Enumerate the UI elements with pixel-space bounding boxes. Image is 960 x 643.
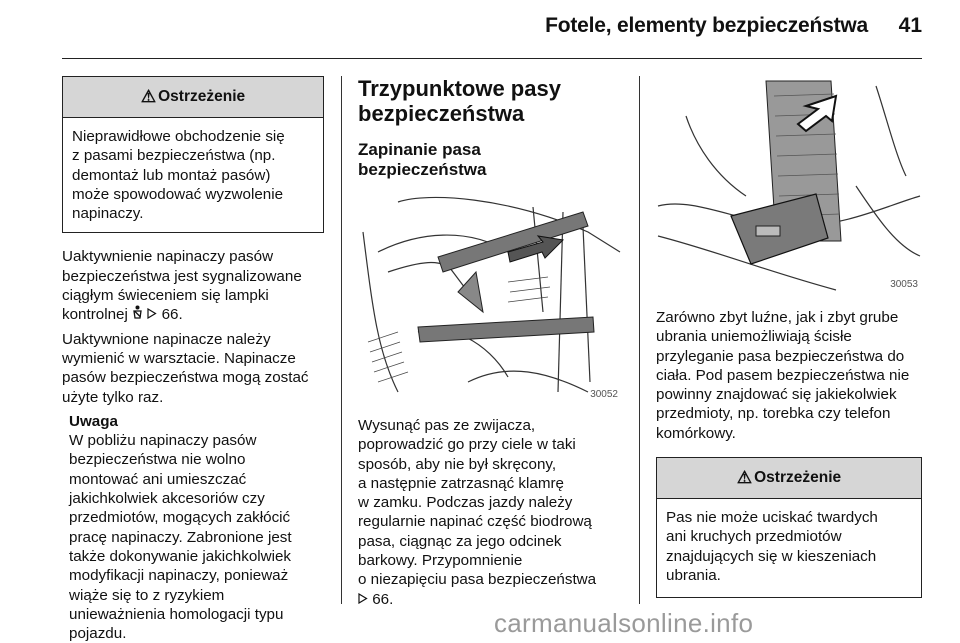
text-line: Wysunąć pas ze zwijacza, — [358, 417, 536, 434]
page-reference[interactable]: 66. — [372, 590, 394, 608]
text-line: modyfikacji napinaczy, ponieważ — [69, 567, 289, 585]
text-line: W pobliżu napinaczy pasów — [69, 432, 257, 450]
text-line: przedmioty, np. torebka czy telefon — [656, 405, 891, 423]
page-reference-arrow-icon — [147, 306, 161, 323]
text-line: pasów bezpieczeństwa mogą zostać — [62, 369, 309, 387]
text-line: poprowadzić go przy ciele w taki — [358, 436, 576, 454]
warning-triangle-icon: ⚠ — [140, 87, 157, 106]
text-line: powinny znajdować się jakiekolwiek — [656, 386, 897, 404]
text-line: a następnie zatrzasnąć klamrę — [358, 474, 564, 492]
text-line: komórkowy. — [656, 424, 736, 442]
text-line: Uaktywnione napinacze należy — [62, 330, 271, 348]
paragraph — [656, 308, 922, 443]
text-line: jakichkolwiek akcesoriów czy — [69, 490, 265, 508]
text-line: unieważnienia homologacji typu — [69, 605, 284, 623]
section-heading — [358, 76, 622, 126]
page-reference[interactable]: 66. — [161, 306, 183, 324]
text-line: Nieprawidłowe obchodzenie się — [72, 128, 285, 145]
text-line: ciągłym świeceniem się lampki — [62, 287, 269, 305]
text-line: ubrania. — [666, 566, 721, 584]
warning-title: Ostrzeżenie — [158, 88, 246, 105]
column-1 — [62, 76, 324, 643]
seatbelt-warning-lamp-icon — [132, 306, 147, 323]
subsection-heading — [358, 140, 622, 180]
text-line: przedmiotów, mogących zakłócić — [69, 509, 291, 527]
text-line: pojazdu. — [69, 625, 127, 643]
text-line: z pasami bezpieczeństwa (np. — [72, 147, 276, 165]
page-header-title: Fotele, elementy bezpieczeństwa — [545, 14, 868, 37]
text-line: montować ani umieszczać — [69, 470, 247, 488]
text-line: także dokonywanie jakichkolwiek — [69, 547, 292, 565]
heading-line: Zapinanie pasa — [358, 140, 481, 159]
note-block — [69, 412, 324, 643]
text-line: o niezapięciu pasa bezpieczeństwa — [358, 571, 597, 589]
warning-text — [63, 118, 323, 232]
heading-line: bezpieczeństwa — [358, 101, 525, 126]
watermark: carmanualsonline.info — [494, 608, 754, 638]
heading-line: Trzypunktowe pasy — [358, 76, 561, 101]
warning-header — [657, 458, 921, 499]
warning-title: Ostrzeżenie — [754, 469, 842, 487]
text-line: pracę napinaczy. Zabronione jest — [69, 528, 292, 546]
page-reference-arrow-icon — [358, 591, 372, 608]
header-rule — [62, 58, 922, 59]
text-line: Uaktywnienie napinaczy pasów — [62, 248, 274, 266]
warning-box — [62, 76, 324, 233]
text-line: kontrolnej — [62, 306, 128, 324]
text-line: znajdujących się w kieszeniach — [666, 547, 877, 565]
text-line: ciała. Pod pasem bezpieczeństwa nie — [656, 366, 910, 384]
note-text — [69, 431, 324, 643]
text-line: barkowy. Przypomnienie — [358, 552, 523, 570]
text-line: regularnie napinać część biodrową — [358, 513, 592, 531]
paragraph — [358, 416, 622, 609]
warning-header — [63, 77, 323, 118]
text-line: sposób, aby nie był skręcony, — [358, 455, 557, 473]
text-line: Zarówno zbyt luźne, jak i zbyt grube — [656, 309, 899, 326]
text-line: może spowodować wyzwolenie — [72, 185, 284, 203]
text-line: bezpieczeństwa nie wolno — [69, 451, 246, 469]
text-line: ani kruchych przedmiotów — [666, 528, 842, 546]
figure-code: 30053 — [890, 279, 918, 290]
text-line: bezpieczeństwa jest sygnalizowane — [62, 267, 302, 285]
page-number: 41 — [898, 14, 922, 37]
column-divider — [639, 76, 640, 604]
text-line: napinaczy. — [72, 205, 144, 223]
text-line: ubrania uniemożliwiają ścisłe — [656, 328, 852, 346]
column-3 — [656, 76, 922, 598]
warning-text — [657, 499, 921, 597]
figure-code: 30052 — [590, 389, 618, 400]
seatbelt-buckling-illustration — [358, 192, 622, 402]
note-title: Uwaga — [69, 412, 118, 430]
text-line: pasa, ciągnąc za jego odcinek — [358, 532, 562, 550]
column-divider — [341, 76, 342, 604]
seatbelt-fit-drawing — [656, 76, 922, 292]
text-line: wiąże się to z ryzykiem — [69, 586, 225, 604]
heading-line: bezpieczeństwa — [358, 160, 487, 179]
paragraph — [62, 247, 324, 324]
text-line: w zamku. Podczas jazdy należy — [358, 494, 573, 512]
paragraph — [62, 330, 324, 407]
text-line: użyte tylko raz. — [62, 388, 164, 406]
text-line: wymienić w warsztacie. Napinacze — [62, 349, 296, 367]
seatbelt-fit-illustration — [656, 76, 922, 292]
warning-box — [656, 457, 922, 598]
text-line: przyleganie pasa bezpieczeństwa do — [656, 347, 905, 365]
text-line: Pas nie może uciskać twardych — [666, 509, 878, 527]
text-line: demontaż lub montaż pasów) — [72, 166, 271, 184]
column-2 — [358, 76, 622, 609]
seatbelt-buckling-drawing — [358, 192, 622, 402]
warning-triangle-icon: ⚠ — [736, 468, 753, 488]
